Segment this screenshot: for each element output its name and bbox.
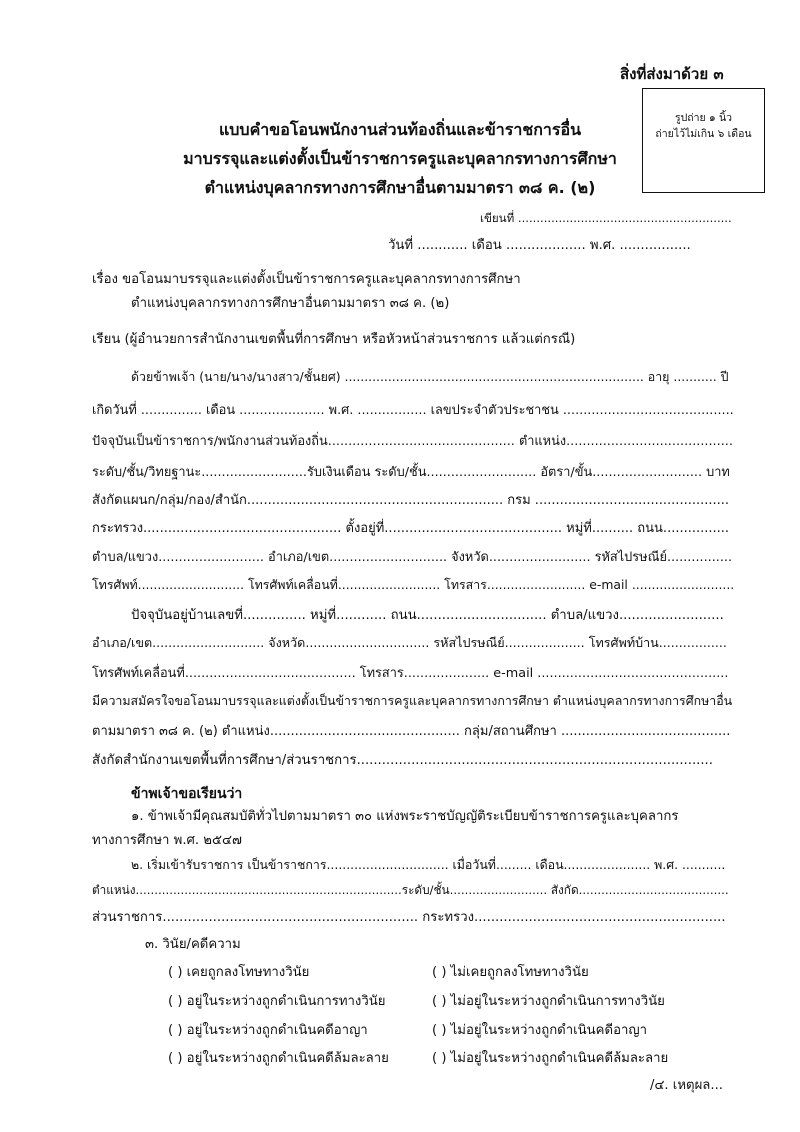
form-line-level-salary[interactable]: ระดับ/ชั้น/วิทยฐานะ..........................รับเงินเดือน ระดับ/ชั้น........................... อัตรา/ขั้น........................... บาท	[92, 465, 730, 480]
form-line-name[interactable]: ด้วยข้าพเจ้า (นาย/นาง/นางสาว/ชั้นยศ) ............................................................................ อายุ ........... ปี	[131, 369, 729, 384]
photo-box	[642, 88, 765, 193]
form-line-target-position[interactable]: ตามมาตรา ๓๘ ค. (๒) ตำแหน่ง.............................................. กลุ่ม/สถานศึกษา .........................................	[92, 724, 731, 739]
form-line-department[interactable]: สังกัดแผนก/กลุ่ม/กอง/สำนัก.............................................................. กรม ...............................................	[92, 493, 730, 508]
statement-qualification-cont: ทางการศึกษา พ.ศ. ๒๕๔๗	[92, 833, 242, 848]
form-title-line1: แบบคำขอโอนพนักงานส่วนท้องถิ่นและข้าราชการอื่น	[218, 120, 582, 139]
form-line-current-position[interactable]: ปัจจุบันเป็นข้าราชการ/พนักงานส่วนท้องถิ่น.............................................. ตำแหน่ง.........................................	[92, 434, 733, 449]
photo-box-line1: รูปถ่าย ๑ นิ้ว	[674, 112, 733, 124]
form-line-home-district[interactable]: อำเภอ/เขต............................ จังหวัด............................... รหัสไปรษณีย์.................... โทรศัพท์บ้าน.................	[92, 635, 727, 650]
form-line-birth[interactable]: เกิดวันที่ ............... เดือน ..................... พ.ศ. ................. เลขประจำตัวประชาชน ..........................................	[92, 403, 734, 418]
option-bankruptcy-case[interactable]: ( ) อยู่ในระหว่างถูกดำเนินคดีล้มละลาย	[168, 1051, 389, 1066]
option-under-disciplinary[interactable]: ( ) อยู่ในระหว่างถูกดำเนินการทางวินัย	[168, 994, 386, 1009]
form-line-target-office[interactable]: สังกัดสำนักงานเขตพื้นที่การศึกษา/ส่วนราชการ.....................................................................................	[92, 753, 713, 768]
option-no-criminal-case[interactable]: ( ) ไม่อยู่ในระหว่างถูกดำเนินคดีอาญา	[432, 1023, 648, 1038]
form-title-line2: มาบรรจุและแต่งตั้งเป็นข้าราชการครูและบุคลากรทางการศึกษา	[183, 149, 617, 168]
photo-box-line2: ถ่ายไว้ไม่เกิน ๖ เดือน	[655, 128, 752, 140]
subject-line1: เรื่อง ขอโอนมาบรรจุและแต่งตั้งเป็นข้าราชการครูและบุคลากรทางการศึกษา	[92, 272, 521, 287]
statement-qualification: ๑. ข้าพเจ้ามีคุณสมบัติทั่วไปตามมาตรา ๓๐ แห่งพระราชบัญญัติระเบียบข้าราชการครูและบุคลากร	[131, 809, 679, 824]
form-line-home-contact[interactable]: โทรศัพท์เคลื่อนที่.......................................... โทรสาร..................... e-mail ...............................................	[92, 666, 729, 681]
continue-note: /๔. เหตุผล...	[650, 1078, 723, 1093]
form-line-intent: มีความสมัครใจขอโอนมาบรรจุและแต่งตั้งเป็นข้าราชการครูและบุคลากรทางการศึกษา ตำแหน่งบุคลากรทางการศึกษาอื่น	[92, 693, 733, 708]
attachment-label: สิ่งที่ส่งมาด้วย ๓	[620, 65, 724, 83]
option-not-under-disciplinary[interactable]: ( ) ไม่อยู่ในระหว่างถูกดำเนินการทางวินัย	[432, 994, 665, 1009]
option-not-disciplined[interactable]: ( ) ไม่เคยถูกลงโทษทางวินัย	[432, 965, 589, 980]
salutation: เรียน (ผู้อำนวยการสำนักงานเขตพื้นที่การศึกษา หรือหัวหน้าส่วนราชการ แล้วแต่กรณี)	[92, 332, 576, 347]
form-line-office-district[interactable]: ตำบล/แขวง.......................... อำเภอ/เขต............................. จังหวัด......................... รหัสไปรษณีย์................	[92, 550, 733, 565]
option-disciplined[interactable]: ( ) เคยถูกลงโทษทางวินัย	[168, 965, 310, 980]
written-at-field[interactable]: เขียนที่ ..........................................................	[480, 211, 732, 225]
statement-service-start[interactable]: ๒. เริ่มเข้ารับราชการ เป็นข้าราชการ............................... เมื่อวันที่......... เดือน...................... พ.ศ. ...........	[131, 857, 726, 872]
form-line-ministry[interactable]: กระทรวง................................................ ตั้งอยู่ที่........................................... หมู่ที่.......... ถนน................	[92, 521, 730, 536]
statement-discipline-heading: ๓. วินัย/คดีความ	[145, 937, 241, 952]
statement-service-position[interactable]: ตำแหน่ง.......................................................................ระดับ/ชั้น.......................... สังกัด........................................	[92, 883, 729, 897]
form-line-home-address[interactable]: ปัจจุบันอยู่บ้านเลขที่............... หมู่ที่............ ถนน............................... ตำบล/แขวง.........................	[131, 608, 724, 623]
option-no-bankruptcy-case[interactable]: ( ) ไม่อยู่ในระหว่างถูกดำเนินคดีล้มละลาย	[432, 1051, 669, 1066]
form-line-office-contact[interactable]: โทรศัพท์........................... โทรศัพท์เคลื่อนที่.......................... โทรสาร......................... e-mail ..........................	[92, 577, 735, 592]
statement-heading: ข้าพเจ้าขอเรียนว่า	[131, 786, 243, 802]
subject-line2: ตำแหน่งบุคลากรทางการศึกษาอื่นตามมาตรา ๓๘ ค. (๒)	[131, 296, 450, 311]
date-field[interactable]: วันที่ ............ เดือน ................... พ.ศ. .................	[388, 238, 691, 253]
statement-service-agency[interactable]: ส่วนราชการ............................................................. กระทรวง............................................................	[92, 910, 726, 925]
form-title-line3: ตำแหน่งบุคลากรทางการศึกษาอื่นตามมาตรา ๓๘ ค. (๒)	[204, 178, 596, 197]
option-criminal-case[interactable]: ( ) อยู่ในระหว่างถูกดำเนินคดีอาญา	[168, 1023, 368, 1038]
